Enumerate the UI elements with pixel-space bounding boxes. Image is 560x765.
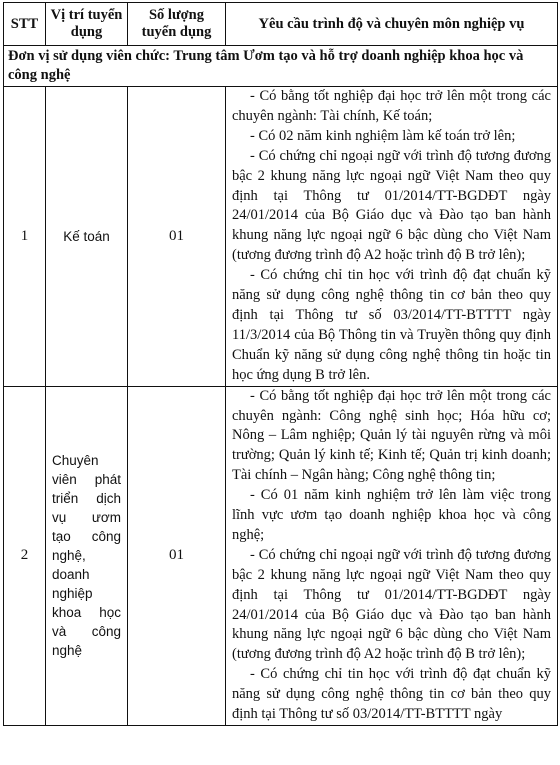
table-row (4, 386, 558, 725)
unit-row (4, 46, 558, 87)
row-requirements (226, 386, 558, 725)
requirement-item: - Có chứng chỉ ngoại ngữ với trình độ tương đương bậc 2 khung năng lực ngoại ngữ Việt Nam theo quy định tại Thông tư 01/2014/TT-BGDĐT ngày 24/01/2014 của Bộ Giáo dục và Đào tạo ban hành khung năng lực ngoại ngữ 6 bậc dùng cho Việt Nam (tương đương trình độ A2 hoặc trình độ B trở lên); (232, 147, 551, 264)
header-quantity: Số lượng tuyển dụng (128, 3, 226, 46)
requirement-item: - Có chứng chỉ ngoại ngữ với trình độ tương đương bậc 2 khung năng lực ngoại ngữ Việt Nam theo quy định tại Thông tư 01/2014/TT-BGDĐT ngày 24/01/2014 của Bộ Giáo dục và Đào tạo ban hành khung năng lực ngoại ngữ 6 bậc dùng cho Việt Nam (tương đương trình độ A2 hoặc trình độ B trở lên); (232, 546, 551, 663)
unit-label: Đơn vị sử dụng viên chức: Trung tâm Ươm tạo và hỗ trợ doanh nghiệp khoa học và công nghệ (4, 46, 558, 87)
row-quantity: 01 (128, 87, 226, 387)
row-position: Chuyên viên phát triển dịch vụ ươm tạo công nghệ, doanh nghiệp khoa học và công nghệ (46, 386, 128, 725)
header-stt: STT (4, 3, 46, 46)
row-position: Kế toán (46, 87, 128, 387)
requirement-item: - Có bằng tốt nghiệp đại học trở lên một trong các chuyên ngành: Tài chính, Kế toán; (232, 88, 551, 124)
requirement-item: - Có 02 năm kinh nghiệm làm kế toán trở lên; (250, 127, 516, 144)
row-requirements (226, 87, 558, 387)
recruitment-table (3, 2, 558, 726)
requirement-item: - Có bằng tốt nghiệp đại học trở lên một trong các chuyên ngành: Công nghệ sinh học; Hóa hữu cơ; Nông – Lâm nghiệp; Quản lý tài nguyên rừng và môi trường; Quản lý kinh tế; Kinh tế; Quản trị kinh doanh; Tài chính – Ngân hàng; Công nghệ thông tin; (232, 387, 551, 484)
requirement-item: - Có chứng chỉ tin học với trình độ đạt chuẩn kỹ năng sử dụng công nghệ thông tin cơ bản theo quy định tại Thông tư số 03/2014/TT-BTTTT ngày 11/3/2014 của Bộ Thông tin và Truyền thông quy định Chuẩn kỹ năng sử dụng công nghệ thông tin hoặc tin học ứng dụng B trở lên. (232, 267, 551, 383)
requirement-item: - Có 01 năm kinh nghiệm trở lên làm việc trong lĩnh vực ươm tạo doanh nghiệp khoa học và công nghệ; (232, 487, 551, 543)
header-requirements: Yêu cầu trình độ và chuyên môn nghiệp vụ (226, 3, 558, 46)
requirement-item: - Có chứng chỉ tin học với trình độ đạt chuẩn kỹ năng sử dụng công nghệ thông tin cơ bản theo quy định tại Thông tư số 03/2014/TT-BTTTT ngày (232, 666, 551, 723)
table-row (4, 87, 558, 387)
header-row (4, 3, 558, 46)
row-stt: 1 (4, 87, 46, 387)
row-stt: 2 (4, 386, 46, 725)
header-position: Vị trí tuyển dụng (46, 3, 128, 46)
row-quantity: 01 (128, 386, 226, 725)
